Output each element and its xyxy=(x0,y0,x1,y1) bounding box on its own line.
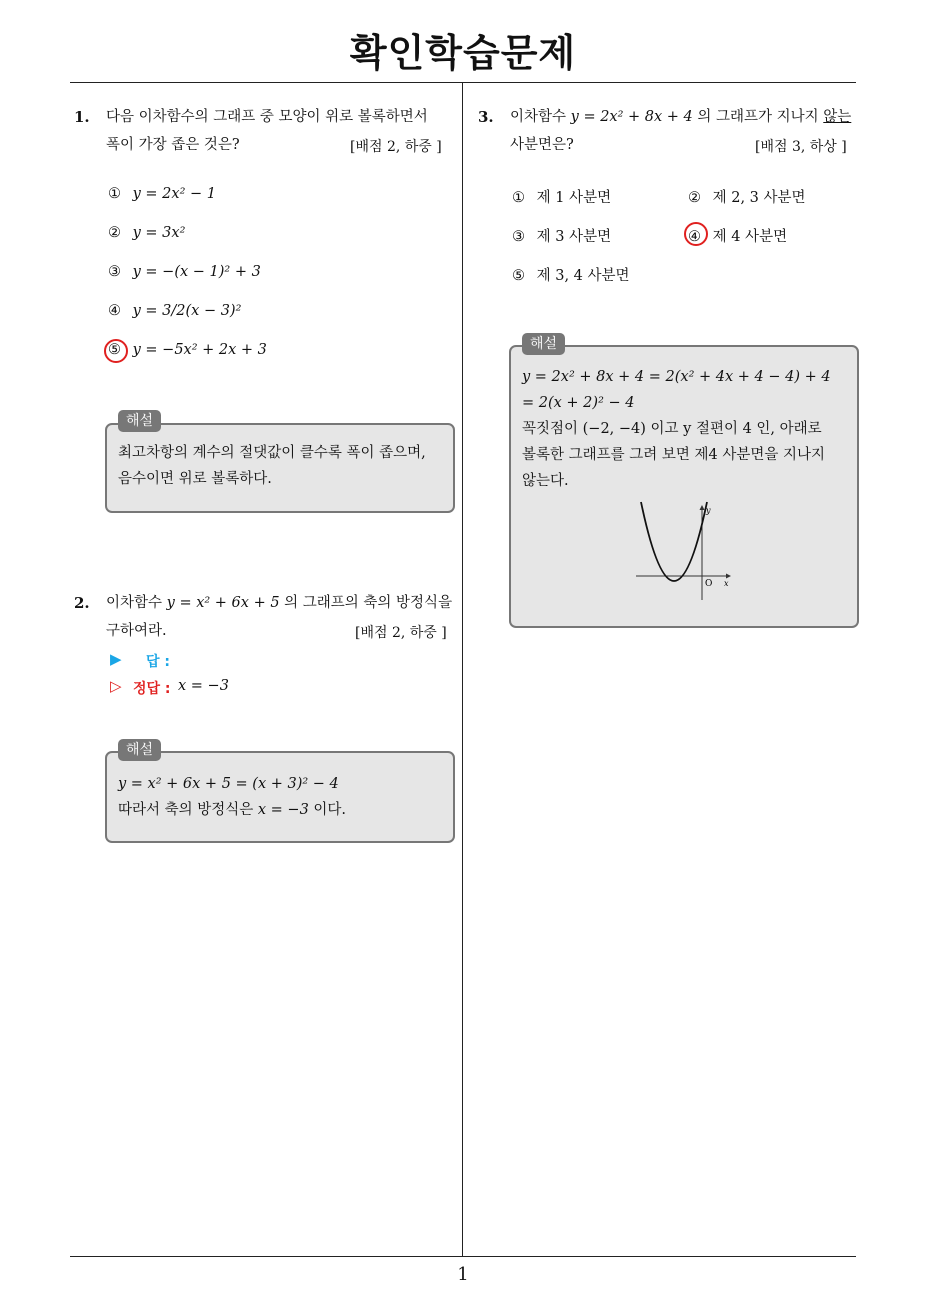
q3-text-line2: 사분면은? xyxy=(510,137,574,153)
q3-selected-answer-circle xyxy=(684,222,708,246)
choice-text: 제 2, 3 사분면 xyxy=(712,190,806,206)
column-divider xyxy=(462,82,463,1256)
q2-correct-label: 정답 : xyxy=(133,681,171,697)
page-number: 1 xyxy=(457,1264,469,1285)
choice-mark: ④ xyxy=(688,229,701,245)
q3-solution-tag: 해설 xyxy=(522,333,565,355)
choice-text: y = 3/2(x − 3)² xyxy=(132,303,242,319)
choice-text: 제 3 사분면 xyxy=(536,229,612,245)
q2-number: 2. xyxy=(74,594,90,612)
q1-solution-tag: 해설 xyxy=(118,410,161,432)
q3-solution-line4: 볼록한 그래프를 그려 보면 제4 사분면을 지나지 xyxy=(522,447,826,463)
q2-correct-value: x = −3 xyxy=(178,678,229,694)
q1-choice-4[interactable] xyxy=(108,303,241,319)
choice-text: y = −(x − 1)² + 3 xyxy=(132,264,261,280)
choice-mark: ④ xyxy=(108,303,121,319)
origin-label: O xyxy=(705,579,713,589)
x-axis-arrow xyxy=(726,574,731,579)
q3-text-line1: 이차함수 y = 2x² + 8x + 4 의 그래프가 지나지 않는 xyxy=(510,109,852,125)
choice-text: 제 3, 4 사분면 xyxy=(536,268,630,284)
choice-mark: ③ xyxy=(512,229,525,245)
q3-solution-line5: 않는다. xyxy=(522,473,569,489)
top-divider xyxy=(70,82,856,83)
bottom-divider xyxy=(70,1256,856,1257)
choice-text: y = 3x² xyxy=(132,225,186,241)
choice-text: y = 2x² − 1 xyxy=(132,186,216,202)
q2-points: [배점 2, 하중 ] xyxy=(355,625,447,641)
q3-choice-5[interactable] xyxy=(512,264,630,285)
y-axis-label: y xyxy=(706,506,711,515)
q3-choice-1[interactable] xyxy=(512,186,611,207)
q1-text-line1: 다음 이차함수의 그래프 중 모양이 위로 볼록하면서 xyxy=(106,109,428,125)
q3-choice-2[interactable] xyxy=(688,186,806,207)
q3-solution-line3: 꼭짓점이 (−2, −4) 이고 y 절편이 4 인, 아래로 xyxy=(522,421,822,437)
choice-mark: ⑤ xyxy=(108,342,121,358)
correct-arrow-icon: ▷ xyxy=(110,677,122,695)
q2-solution-line2: 따라서 축의 방정식은 x = −3 이다. xyxy=(118,802,347,818)
q1-solution-line1: 최고차항의 계수의 절댓값이 클수록 폭이 좁으며, xyxy=(118,445,426,461)
q2-text-line2: 구하여라. xyxy=(106,623,167,639)
q1-number: 1. xyxy=(74,108,90,126)
choice-mark: ⑤ xyxy=(512,268,525,284)
choice-mark: ③ xyxy=(108,264,121,280)
page-title: 확인학습문제 xyxy=(349,31,577,75)
q1-text-line2: 폭이 가장 좁은 것은? xyxy=(106,137,240,153)
q1-selected-answer-circle xyxy=(104,339,128,363)
choice-text: y = −5x² + 2x + 3 xyxy=(132,342,267,358)
choice-text: 제 1 사분면 xyxy=(536,190,612,206)
q1-choice-5[interactable] xyxy=(108,342,267,358)
q1-solution-line2: 음수이면 위로 볼록하다. xyxy=(118,471,272,487)
q2-answer-label: 답 : xyxy=(146,654,170,670)
choice-mark: ② xyxy=(688,190,701,206)
q3-solution-line1: y = 2x² + 8x + 4 = 2(x² + 4x + 4 − 4) + 4 xyxy=(522,369,831,385)
choice-mark: ② xyxy=(108,225,121,241)
q2-solution-line1: y = x² + 6x + 5 = (x + 3)² − 4 xyxy=(118,776,339,792)
y-axis-arrow xyxy=(700,505,705,510)
choice-mark: ① xyxy=(512,190,525,206)
q1-choice-3[interactable] xyxy=(108,264,261,280)
q3-parabola-graph xyxy=(632,500,742,605)
answer-arrow-icon: ▶ xyxy=(110,650,122,668)
choice-text: 제 4 사분면 xyxy=(712,229,788,245)
q3-solution-line2: = 2(x + 2)² − 4 xyxy=(522,395,635,411)
x-axis-label: x xyxy=(724,579,729,588)
q1-points: [배점 2, 하중 ] xyxy=(350,139,442,155)
q3-choice-3[interactable] xyxy=(512,225,611,246)
q2-text-line1: 이차함수 y = x² + 6x + 5 의 그래프의 축의 방정식을 xyxy=(106,595,453,611)
q3-points: [배점 3, 하상 ] xyxy=(755,139,847,155)
parabola-curve xyxy=(641,502,707,581)
q1-choice-1[interactable] xyxy=(108,186,216,202)
q1-choice-2[interactable] xyxy=(108,225,185,241)
q2-solution-tag: 해설 xyxy=(118,739,161,761)
q3-number: 3. xyxy=(478,108,494,126)
choice-mark: ① xyxy=(108,186,121,202)
